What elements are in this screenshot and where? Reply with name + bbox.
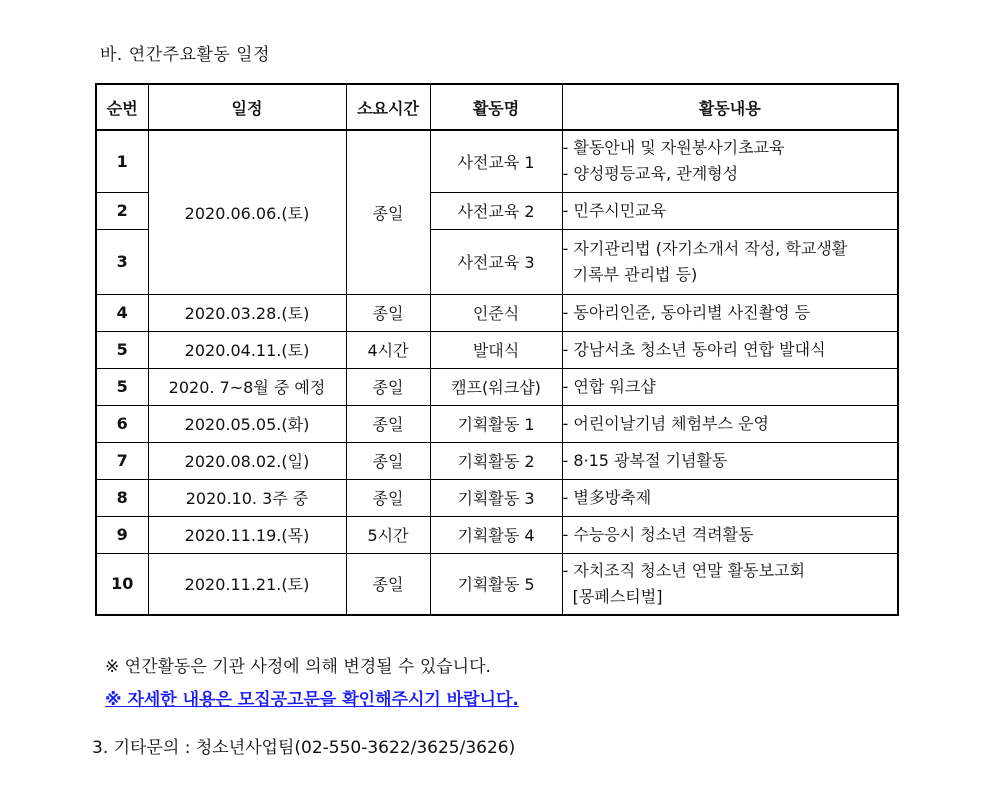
row-content [562, 192, 898, 229]
row-content [562, 553, 898, 615]
notice-change: ※ 연간활동은 기관 사정에 의해 변경될 수 있습니다. [105, 657, 491, 677]
content-line: - 동아리인준, 동아리별 사진촬영 등 [562, 302, 811, 322]
row-date: 2020.11.21.(토) [148, 553, 346, 615]
row-activity: 기획활동 1 [430, 405, 562, 442]
row-activity: 기획활동 3 [430, 479, 562, 516]
row-duration: 5시간 [346, 516, 430, 553]
row-duration: 종일 [346, 405, 430, 442]
header-no: 순번 [96, 84, 148, 130]
row-activity: 발대식 [430, 331, 562, 368]
row-activity: 사전교육 1 [430, 130, 562, 192]
row-duration: 종일 [346, 442, 430, 479]
row-activity: 기획활동 2 [430, 442, 562, 479]
merged-duration-cell: 종일 [346, 130, 430, 294]
row-date: 2020.11.19.(목) [148, 516, 346, 553]
row-no: 8 [96, 479, 148, 516]
table-row [96, 516, 898, 553]
content-line: - 양성평등교육, 관계형성 [562, 164, 739, 184]
row-no: 10 [96, 553, 148, 615]
content-line: - 자기관리법 (자기소개서 작성, 학교생활 [562, 238, 848, 258]
row-date: 2020. 7~8월 중 예정 [148, 368, 346, 405]
content-line: 기록부 관리법 등) [562, 264, 698, 284]
row-no: 9 [96, 516, 148, 553]
content-line: - 자치조직 청소년 연말 활동보고회 [562, 560, 806, 580]
row-no: 7 [96, 442, 148, 479]
row-content [562, 130, 898, 192]
row-no: 4 [96, 294, 148, 331]
table-header-row [96, 84, 898, 130]
row-duration: 종일 [346, 553, 430, 615]
row-content [562, 479, 898, 516]
row-no: 5 [96, 368, 148, 405]
row-activity: 사전교육 3 [430, 229, 562, 294]
row-no: 6 [96, 405, 148, 442]
table-row [96, 553, 898, 615]
header-activity: 활동명 [430, 84, 562, 130]
row-no: 3 [96, 229, 148, 294]
content-line: [몽페스티벌] [562, 586, 663, 606]
row-content [562, 331, 898, 368]
row-date: 2020.10. 3주 중 [148, 479, 346, 516]
content-line: - 강남서초 청소년 동아리 연합 발대식 [562, 339, 826, 359]
content-line: - 연합 워크샵 [562, 376, 656, 396]
section-title: 바. 연간주요활동 일정 [100, 45, 271, 65]
row-duration: 종일 [346, 479, 430, 516]
header-date: 일정 [148, 84, 346, 130]
row-activity: 기획활동 5 [430, 553, 562, 615]
row-no: 1 [96, 130, 148, 192]
row-activity: 기획활동 4 [430, 516, 562, 553]
row-no: 5 [96, 331, 148, 368]
merged-date-cell: 2020.06.06.(토) [148, 130, 346, 294]
header-duration: 소요시간 [346, 84, 430, 130]
row-content [562, 516, 898, 553]
row-duration: 종일 [346, 294, 430, 331]
row-content [562, 442, 898, 479]
row-date: 2020.04.11.(토) [148, 331, 346, 368]
row-activity: 인준식 [430, 294, 562, 331]
table-row [96, 479, 898, 516]
row-duration: 4시간 [346, 331, 430, 368]
header-content: 활동내용 [562, 84, 898, 130]
row-date: 2020.05.05.(화) [148, 405, 346, 442]
table-row [96, 442, 898, 479]
table-row [96, 368, 898, 405]
content-line: - 수능응시 청소년 격려활동 [562, 524, 754, 544]
row-activity: 캠프(워크샵) [430, 368, 562, 405]
row-activity: 사전교육 2 [430, 192, 562, 229]
notice-details: ※ 자세한 내용은 모집공고문을 확인해주시기 바랍니다. [105, 690, 519, 710]
contact-info: 3. 기타문의 : 청소년사업팀(02-550-3622/3625/3626) [92, 738, 516, 758]
content-line: - 별多방축제 [562, 487, 652, 507]
row-date: 2020.08.02.(일) [148, 442, 346, 479]
row-duration: 종일 [346, 368, 430, 405]
table-row [96, 331, 898, 368]
table-row [96, 130, 898, 192]
content-line: - 어린이날기념 체험부스 운영 [562, 413, 770, 433]
content-line: - 8·15 광복절 기념활동 [562, 450, 728, 470]
table-row [96, 405, 898, 442]
row-content [562, 368, 898, 405]
row-content [562, 294, 898, 331]
content-line: - 민주시민교육 [562, 200, 667, 220]
content-line: - 활동안내 및 자원봉사기초교육 [562, 138, 785, 158]
schedule-table [95, 83, 899, 616]
row-content [562, 229, 898, 294]
row-date: 2020.03.28.(토) [148, 294, 346, 331]
row-content [562, 405, 898, 442]
row-no: 2 [96, 192, 148, 229]
table-row [96, 294, 898, 331]
